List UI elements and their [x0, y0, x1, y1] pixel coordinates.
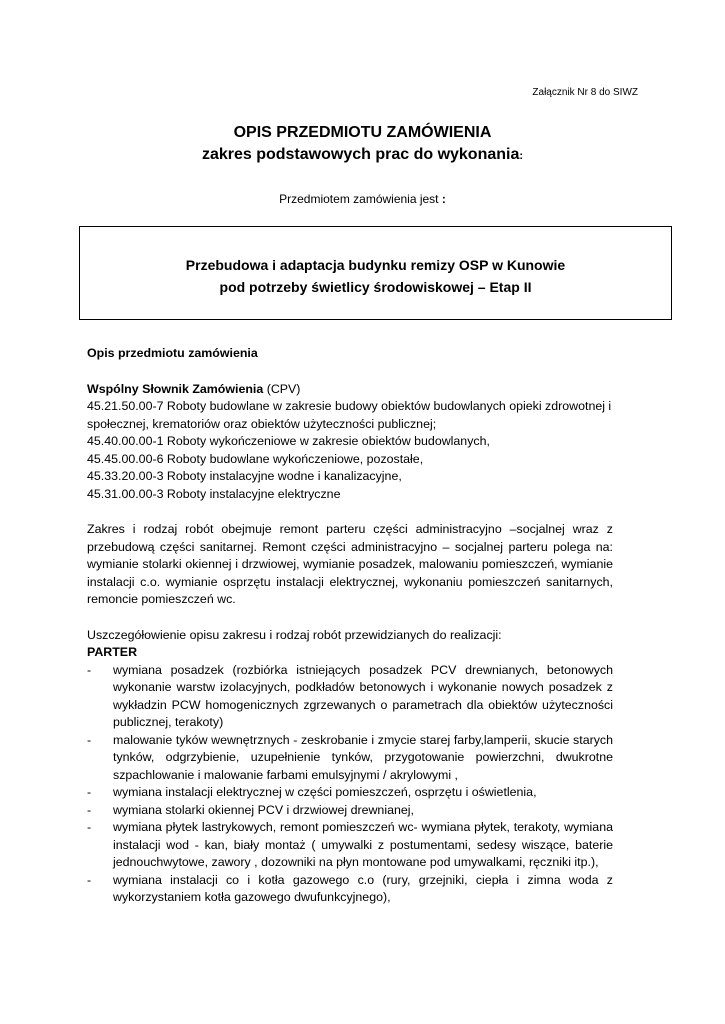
- list-item-text: wymiana posadzek (rozbiórka istniejących posadzek PCV drewnianych, betonowych wykonanie warstw izolacyjnych, podkładów betonowych i wykonanie nowych posadzek z wykładzin PCW homogenicznych zgrzewanych o parametrach dla obiektów użyteczności publicznej, terakoty): [113, 662, 613, 729]
- list-item: [87, 819, 613, 872]
- cpv-item: 45.40.00.00-1 Roboty wykończeniowe w zakresie obiektów budowlanych,: [87, 434, 490, 448]
- subject-intro-text: Przedmiotem zamówienia jest: [279, 192, 439, 206]
- cpv-heading-rest: (CPV): [263, 381, 301, 396]
- list-item-text: malowanie tyków wewnętrznych - zeskrobanie i zmycie starej farby,lamperii, skucie starych tynków, odgrzybienie, uzupełnienie tynków, przygotowanie powierzchni, dwukrotne szpachlowanie i malowanie farbami emulsyjnymi / akrylowymi ,: [113, 732, 613, 782]
- dash-bullet: -: [87, 732, 92, 747]
- dash-bullet: -: [87, 802, 92, 817]
- annex-label: Załącznik Nr 8 do SIWZ: [532, 87, 638, 98]
- subject-intro: [0, 192, 725, 206]
- list-item-text: wymiana stolarki okiennej PCV i drzwiowej drewnianej,: [113, 802, 414, 817]
- list-item: [87, 784, 613, 802]
- cpv-item: 45.45.00.00-6 Roboty budowlane wykończeniowe, pozostałe,: [87, 451, 424, 466]
- section-heading: Opis przedmiotu zamówienia: [87, 346, 258, 360]
- cpv-item: 45.21.50.00-7 Roboty budowlane w zakresie budowy obiektów budowlanych opieki zdrowotnej i społecznej, krematoriów oraz obiektów użyteczności publicznej;: [87, 399, 612, 431]
- list-item-text: wymiana instalacji co i kotła gazowego c.o (rury, grzejniki, ciepła i zimna woda z wykorzystaniem kotła gazowego dwufunkcyjnego),: [113, 872, 613, 904]
- document-title: OPIS PRZEDMIOTU ZAMÓWIENIA: [233, 124, 492, 141]
- subject-box: [79, 226, 672, 320]
- subject-intro-colon: :: [438, 192, 446, 206]
- document-subtitle: [0, 146, 725, 164]
- list-item: [87, 872, 613, 907]
- list-item-text: wymiana instalacji elektrycznej w części pomieszczeń, osprzętu i oświetlenia,: [113, 785, 537, 799]
- dash-bullet: -: [87, 785, 92, 799]
- list-item: [87, 732, 613, 785]
- cpv-heading-bold: Wspólny Słownik Zamówienia: [87, 381, 264, 396]
- subject-line-2: pod potrzeby świetlicy środowiskowej – Etap II: [219, 279, 532, 295]
- parter-list: [87, 662, 613, 907]
- details-intro: Uszczegółowienie opisu zakresu i rodzaj robót przewidzianych do realizacji:: [87, 627, 502, 642]
- list-item: [87, 802, 613, 820]
- subtitle-colon: :: [519, 150, 524, 162]
- cpv-heading: [87, 381, 613, 399]
- list-item: [87, 662, 613, 732]
- subtitle-text: zakres podstawowych prac do wykonania: [201, 146, 520, 163]
- dash-bullet: -: [87, 820, 92, 834]
- cpv-item: 45.31.00.00-3 Roboty instalacyjne elektryczne: [87, 486, 341, 501]
- dash-bullet: -: [87, 872, 92, 887]
- list-item-text: wymiana płytek lastrykowych, remont pomieszczeń wc- wymiana płytek, terakoty, wymiana instalacji wod - kan, biały montaż ( umywalki z postumentami, sedesy wiszące, baterie jednouchwytowe, zawory , dozowniki na płyn montowane pod umywalkami, ręczniki itp.),: [113, 820, 613, 869]
- dash-bullet: -: [87, 662, 92, 677]
- document-body: [87, 345, 613, 907]
- scope-paragraph: Zakres i rodzaj robót obejmuje remont parteru części administracyjno –socjalnej wraz z przebudową części sanitarnej. Remont części administracyjno – socjalnej parteru polega na: wymianie stolarki okiennej i drzwiowej, wymianie posadzek, malowaniu pomieszczeń, wymianie instalacji c.o. wymianie osprzętu instalacji elektrycznej, wykonaniu pomieszczeń sanitarnych, remoncie pomieszczeń wc.: [87, 522, 613, 606]
- cpv-item: 45.33.20.00-3 Roboty instalacyjne wodne i kanalizacyjne,: [87, 469, 402, 483]
- subject-line-1: Przebudowa i adaptacja budynku remizy OSP w Kunowie: [185, 257, 566, 273]
- floor-heading: PARTER: [87, 645, 138, 659]
